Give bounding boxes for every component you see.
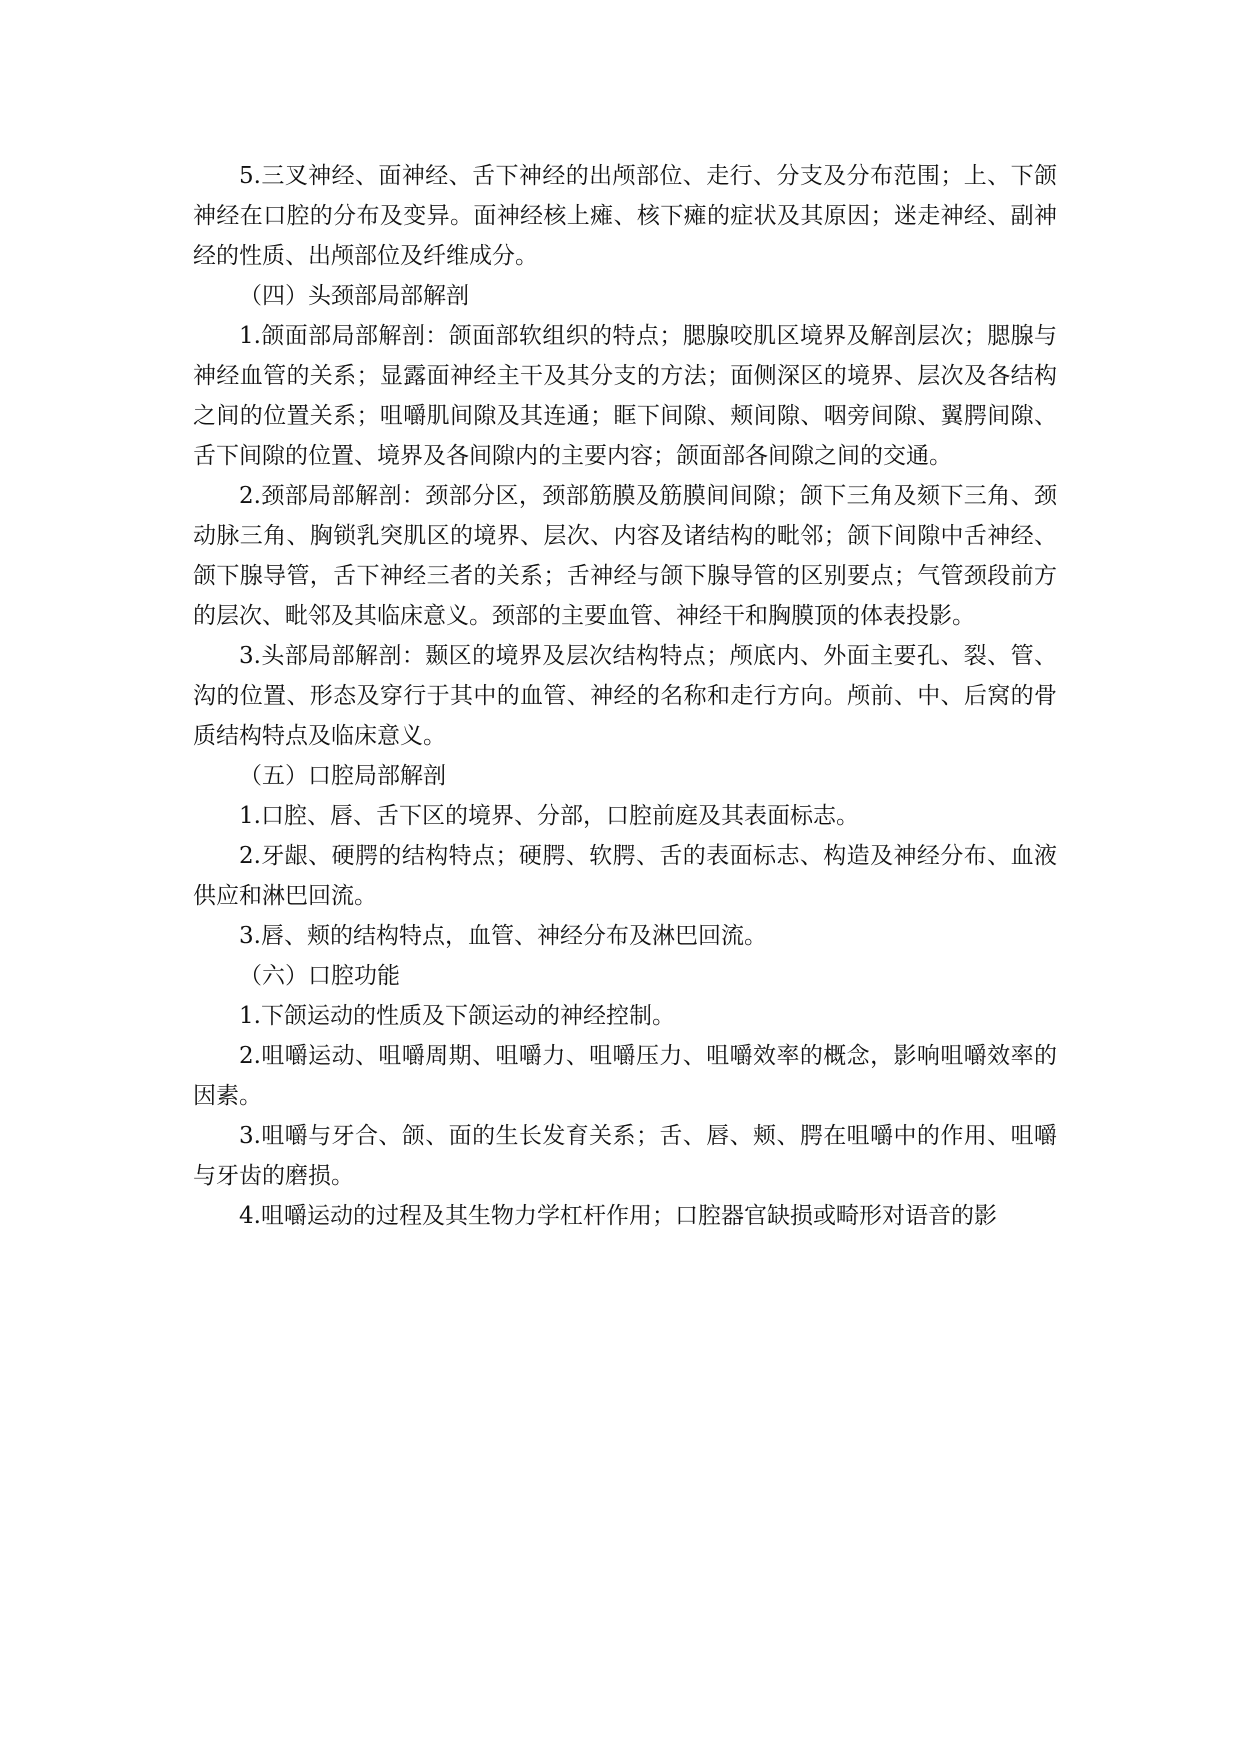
paragraph-item-4-mastication-process: 4.咀嚼运动的过程及其生物力学杠杆作用；口腔器官缺损或畸形对语音的影 xyxy=(239,1203,997,1229)
paragraph-item-3-mastication-growth: 3.咀嚼与牙合、颌、面的生长发育关系；舌、唇、颊、腭在咀嚼中的作用、咀嚼与牙齿的磨损。 xyxy=(193,1123,1057,1189)
paragraph-item-5-cranial-nerves: 5.三叉神经、面神经、舌下神经的出颅部位、走行、分支及分布范围；上、下颌神经在口腔的分布及变异。面神经核上瘫、核下瘫的症状及其原因；迷走神经、副神经的性质、出颅部位及纤维成分。 xyxy=(193,163,1057,269)
paragraph-item-3-head: 3.头部局部解剖：颞区的境界及层次结构特点；颅底内、外面主要孔、裂、管、沟的位置、形态及穿行于其中的血管、神经的名称和走行方向。颅前、中、后窝的骨质结构特点及临床意义。 xyxy=(193,643,1057,749)
paragraph-item-2-gingiva-palate: 2.牙龈、硬腭的结构特点；硬腭、软腭、舌的表面标志、构造及神经分布、血液供应和淋巴回流。 xyxy=(193,843,1057,909)
paragraph-item-3-lip-cheek: 3.唇、颊的结构特点，血管、神经分布及淋巴回流。 xyxy=(239,923,767,949)
section-heading-oral-function: （六）口腔功能 xyxy=(239,963,400,989)
paragraph-item-1-mandibular-movement: 1.下颌运动的性质及下颌运动的神经控制。 xyxy=(239,1003,675,1029)
paragraph-item-1-maxillofacial: 1.颌面部局部解剖：颌面部软组织的特点；腮腺咬肌区境界及解剖层次；腮腺与神经血管的关系；显露面神经主干及其分支的方法；面侧深区的境界、层次及各结构之间的位置关系；咀嚼肌间隙及其连通；眶下间隙、颊间隙、咽旁间隙、翼腭间隙、舌下间隙的位置、境界及各间隙内的主要内容；颌面部各间隙之间的交通。 xyxy=(193,323,1057,469)
section-heading-oral-anatomy: （五）口腔局部解剖 xyxy=(239,763,446,789)
paragraph-item-1-oral-cavity: 1.口腔、唇、舌下区的境界、分部，口腔前庭及其表面标志。 xyxy=(239,803,859,829)
paragraph-item-2-neck: 2.颈部局部解剖：颈部分区，颈部筋膜及筋膜间间隙；颌下三角及颏下三角、颈动脉三角、胸锁乳突肌区的境界、层次、内容及诸结构的毗邻；颌下间隙中舌神经、颌下腺导管，舌下神经三者的关系；舌神经与颌下腺导管的区别要点；气管颈段前方的层次、毗邻及其临床意义。颈部的主要血管、神经干和胸膜顶的体表投影。 xyxy=(193,483,1057,629)
document-body xyxy=(193,156,1057,1236)
section-heading-head-neck-anatomy: （四）头颈部局部解剖 xyxy=(239,283,469,309)
paragraph-item-2-mastication: 2.咀嚼运动、咀嚼周期、咀嚼力、咀嚼压力、咀嚼效率的概念，影响咀嚼效率的因素。 xyxy=(193,1043,1057,1109)
